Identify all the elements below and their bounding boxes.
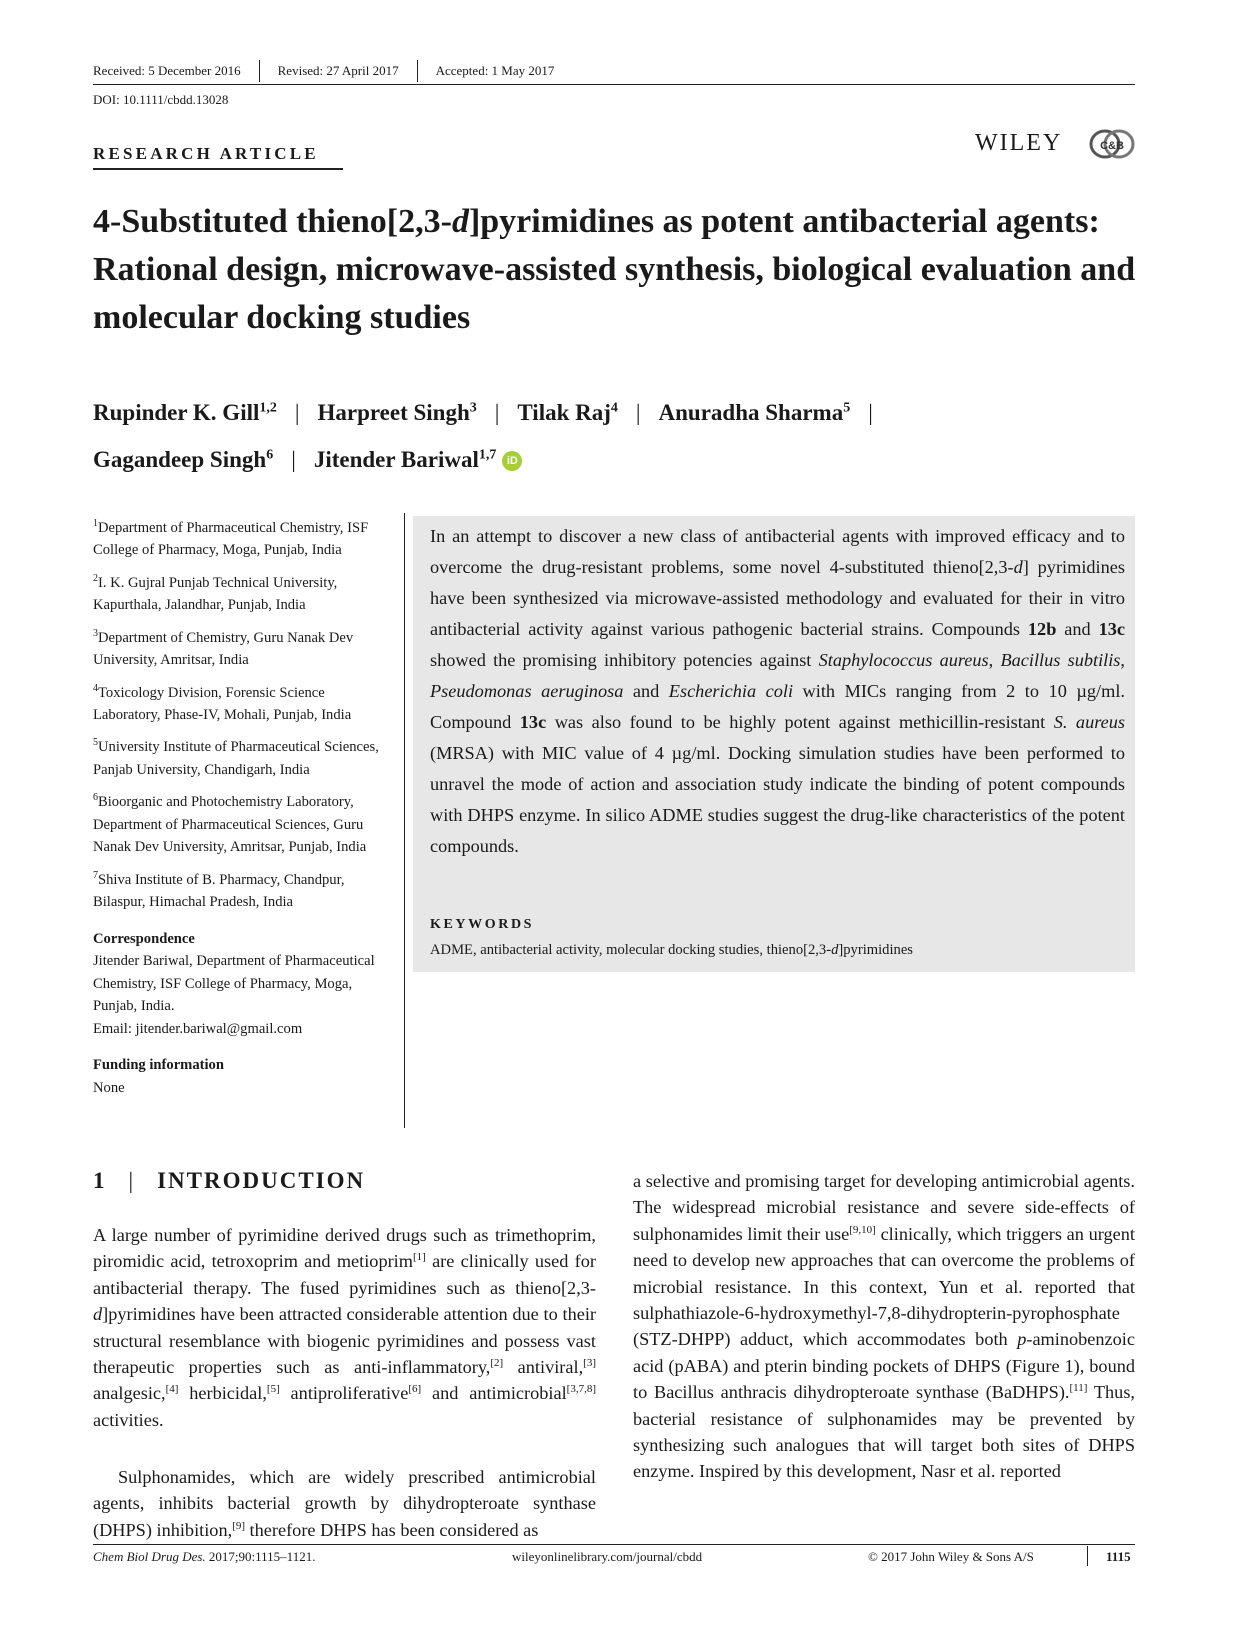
journal-logo-icon (1088, 128, 1136, 162)
author[interactable]: Jitender Bariwal$^{1,7}$ (313, 447, 497, 473)
section-heading: 1 | INTRODUCTION (93, 1168, 366, 1193)
article-type: RESEARCH ARTICLE (93, 144, 319, 163)
article-type-underline (93, 168, 343, 170)
column-divider (404, 513, 405, 1128)
affiliation: $^1$Department of Pharmaceutical Chemistry, ISF College of Pharmacy, Moga, Punjab, India (93, 518, 369, 559)
author[interactable]: Tilak Raj$^4$ (517, 399, 618, 425)
revised-date: Revised: 27 April 2017 (277, 63, 399, 78)
publisher-logo: WILEY (975, 130, 1063, 156)
history-dates (93, 60, 554, 82)
affiliation: $^4$Toxicology Division, Forensic Science Laboratory, Phase-IV, Mohali, Punjab, India (93, 682, 352, 723)
article-title: 4-Substituted thieno[2,3-d]pyrimidines as potent antibacterial agents: Rational design, microwave-assisted synthesis, biological evaluation and molecular docking studies (93, 203, 1136, 336)
citation: [4] (165, 1383, 179, 1396)
affiliation: $^2$I. K. Gujral Punjab Technical University, Kapurthala, Jalandhar, Punjab, India (93, 572, 338, 614)
citation: [9,10] (849, 1223, 876, 1236)
body-paragraph: a selective and promising target for developing antimicrobial agents. The widespread microbial resistance and severe side-effects of sulphonamides limit their use[9,10] clinically, which triggers an urgent need to develop new approaches that can overcome the problems of microbial resistance. In this context, Yun et al. reported that sulphathiazole-6-hydroxymethyl-7,8-dihydropterin-pyrophosphate (STZ-DHPP) adduct, which accommodates both p-aminobenzoic acid (pABA) and pterin binding pockets of DHPS (Figure 1), bound to Bacillus anthracis dihydropteroate synthase (BaDHPS).[11] Thus, bacterial resistance of sulphonamides may be prevented by synthesizing such analogues that will target both sites of DHPS enzyme. Inspired by this development, Nasr et al. reported (633, 1171, 1136, 1482)
abstract: In an attempt to discover a new class of antibacterial agents with improved efficacy and to overcome the drug-resistant problems, some novel 4-substituted thieno[2,3-d] pyrimidines have been synthesized via microwave-assisted methodology and evaluated for their in vitro antibacterial activity against various pathogenic bacterial strains. Compounds 12b and 13c showed the promising inhibitory potencies against Staphylococcus aureus, Bacillus subtilis, Pseudomonas aeruginosa and Escherichia coli with MICs ranging from 2 to 10 µg/ml. Compound 13c was also found to be highly potent against methicillin-resistant S. aureus (MRSA) with MIC value of 4 µg/ml. Docking simulation studies have been performed to unravel the mode of action and association study indicate the binding of potent compounds with DHPS enzyme. In silico ADME studies suggest the drug-like characteristics of the potent compounds. (430, 526, 1126, 856)
orcid-icon[interactable]: iD (502, 451, 522, 471)
keywords: ADME, antibacterial activity, molecular docking studies, thieno[2,3-d]pyrimidines (430, 942, 913, 958)
affiliation: $^5$University Institute of Pharmaceutical Sciences, Panjab University, Chandigarh, India (93, 737, 379, 778)
accepted-date: Accepted: 1 May 2017 (435, 63, 555, 78)
doi[interactable]: DOI: 10.1111/cbdd.13028 (93, 92, 229, 107)
footer-url[interactable]: wileyonlinelibrary.com/journal/cbdd (512, 1549, 703, 1564)
left-sidebar (93, 513, 393, 1099)
author[interactable]: Rupinder K. Gill$^{1,2}$ (93, 399, 277, 425)
author-list: Rupinder K. Gill$^{1,2}$ | Harpreet Singh$^3$ | Tilak Raj$^4$ | Anuradha Sharma$^5$ | Gagandeep Singh$^6$ | Jitender Bariwal$^{1,7}$ iD (93, 399, 873, 473)
correspondence-text: Jitender Bariwal, Department of Pharmaceutical Chemistry, ISF College of Pharmacy, Moga, Punjab, India. (93, 953, 375, 1015)
author[interactable]: Gagandeep Singh$^6$ (93, 447, 274, 473)
affiliation: $^3$Department of Chemistry, Guru Nanak Dev University, Amritsar, India (93, 627, 354, 669)
section-title: INTRODUCTION (157, 1168, 366, 1193)
header-rule (93, 84, 1135, 85)
date-divider (259, 60, 260, 82)
affiliation: $^6$Bioorganic and Photochemistry Laboratory, Department of Pharmaceutical Sciences, Guru Nanak Dev University, Amritsar, Punjab, India (93, 792, 367, 856)
footer-citation: Chem Biol Drug Des. 2017;90:1115–1121. (93, 1549, 316, 1564)
received-date: Received: 5 December 2016 (93, 63, 241, 78)
citation: [2] (490, 1356, 504, 1369)
citation: [3,7,8] (566, 1383, 596, 1396)
citation: [6] (408, 1383, 422, 1396)
citation: [1] (412, 1251, 426, 1264)
funding-text: None (93, 1079, 125, 1096)
date-divider (417, 60, 418, 82)
citation: [5] (266, 1383, 280, 1396)
citation: [3] (583, 1356, 596, 1369)
affiliation: $^7$Shiva Institute of B. Pharmacy, Chandpur, Bilaspur, Himachal Pradesh, India (93, 869, 345, 911)
citation: [9] (232, 1519, 245, 1532)
author[interactable]: Anuradha Sharma$^5$ (658, 399, 851, 425)
citation: [11] (1069, 1382, 1088, 1395)
footer-copyright: © 2017 John Wiley & Sons A/S (868, 1549, 1034, 1564)
funding-heading: Funding information (93, 1057, 224, 1074)
correspondence-email[interactable]: Email: jitender.bariwal@gmail.com (93, 1020, 303, 1037)
journal-logo-text: C&B (1100, 140, 1124, 152)
section-number: 1 (93, 1168, 107, 1193)
keywords-heading: KEYWORDS (430, 917, 535, 932)
body-paragraph: Sulphonamides, which are widely prescribed antimicrobial agents, inhibits bacterial growth by dihydropteroate synthase (DHPS) inhibition,[9] therefore DHPS has been considered as (93, 1467, 596, 1540)
body-paragraph: A large number of pyrimidine derived drugs such as trimethoprim, piromidic acid, tetroxoprim and metioprim[1] are clinically used for antibacterial therapy. The fused pyrimidines such as thieno[2,3-d]pyrimidines have been attracted considerable attention due to their structural resemblance with biogenic pyrimidines and possess vast therapeutic properties such as anti-inflammatory,[2] antiviral,[3] analgesic,[4] herbicidal,[5] antiproliferative[6] and antimicrobial[3,7,8] activities. (93, 1225, 596, 1430)
page-number: 1115 (1106, 1549, 1131, 1564)
correspondence-heading: Correspondence (93, 930, 195, 947)
author[interactable]: Harpreet Singh$^3$ (317, 399, 477, 425)
footer-divider (1087, 1546, 1088, 1566)
footer-rule (93, 1544, 1135, 1545)
